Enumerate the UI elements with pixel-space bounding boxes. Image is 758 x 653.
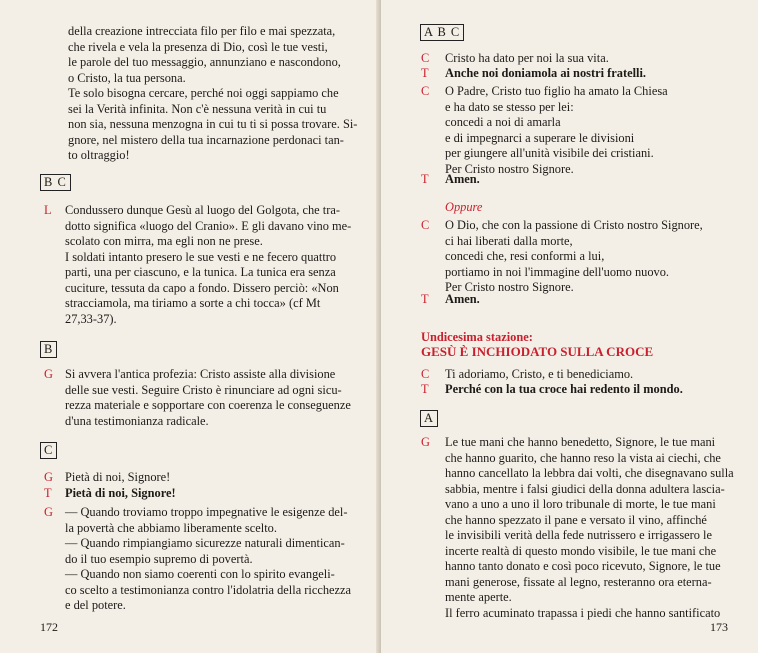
- text-line: mente aperte.: [445, 590, 512, 604]
- role-marker-c: C: [421, 84, 430, 98]
- text-line: le parole del tuo messaggio, annunziano e nascondono,: [68, 55, 341, 69]
- text-line: scolato con mirra, ma egli non ne prese.: [65, 234, 263, 248]
- text-line: 27,33-37).: [65, 311, 117, 326]
- section-box-a: A: [420, 410, 438, 427]
- station-subtitle: GESÙ È INCHIODATO SULLA CROCE: [421, 344, 654, 359]
- role-marker-c: C: [421, 218, 430, 232]
- role-marker-t: T: [44, 486, 52, 500]
- litany-text: [65, 505, 365, 614]
- text-line: che hanno guarito, che hanno reso la vista ai ciechi, che: [445, 450, 721, 465]
- acclamation-text: Ti adoriamo, Cristo, e ti benediciamo.: [445, 367, 634, 381]
- commentary-text: [65, 367, 365, 429]
- text-line: parti, una per ciascuno, e la tunica. La tunica era senza: [65, 265, 336, 279]
- text-line: sabbia, mentre i falsi giudici della donna adultera lascia-: [445, 481, 725, 496]
- amen-text: Amen.: [445, 172, 480, 186]
- role-marker-g: G: [44, 470, 53, 484]
- role-marker-g: G: [421, 435, 430, 449]
- section-box-bc: B C: [40, 174, 71, 191]
- text-line: e ha dato se stesso per lei:: [445, 99, 574, 114]
- response-text: Anche noi doniamola ai nostri fratelli.: [445, 66, 647, 80]
- text-line: — Quando non siamo coerenti con lo spirito evangeli-: [65, 567, 335, 581]
- right-page: [381, 0, 758, 653]
- text-line: Te solo bisogna cercare, perché noi oggi sappiamo che: [68, 86, 339, 100]
- text-line: Condussero dunque Gesù al luogo del Golgota, che tra-: [65, 203, 340, 217]
- meditation-text: [445, 435, 750, 621]
- text-line: dotto significa «luogo del Cranio». E gli davano vino me-: [65, 218, 352, 233]
- gospel-reading: [65, 203, 365, 327]
- role-marker-t: T: [421, 382, 429, 396]
- text-line: hanno cancellato la lebbra dai volti, che disegnavano sulla: [445, 466, 734, 480]
- prayer-text: [445, 218, 750, 296]
- role-marker-t: T: [421, 66, 429, 80]
- oppure-label: Oppure: [445, 200, 483, 214]
- page-number: 173: [710, 620, 728, 634]
- text-line: d'una testimonianza radicale.: [65, 413, 209, 428]
- text-line: e di impegnarci a superare le divisioni: [445, 130, 635, 145]
- text-line: to oltraggio!: [68, 148, 130, 162]
- text-line: concedi che, resi conformi a lui,: [445, 249, 605, 263]
- text-line: e del potere.: [65, 598, 126, 612]
- text-line: portiamo in noi l'immagine dell'uomo nuovo.: [445, 264, 670, 279]
- text-line: della creazione intrecciata filo per filo e mai spezzata,: [68, 24, 336, 38]
- text-line: che hanno spezzato il pane e versato il vino, affinché: [445, 512, 707, 527]
- text-line: mani generose, fissate al legno, resteranno ora eterna-: [445, 574, 712, 589]
- invocation-text: Pietà di noi, Signore!: [65, 470, 171, 484]
- prayer-text: [445, 84, 745, 177]
- text-line: hanno tanto donato e così poco ricevuto, Signore, le tue: [445, 559, 721, 573]
- text-line: ci hai liberati dalla morte,: [445, 233, 573, 248]
- text-line: Le tue mani che hanno benedetto, Signore, le tue mani: [445, 435, 716, 449]
- text-line: O Padre, Cristo tuo figlio ha amato la Chiesa: [445, 84, 668, 98]
- text-line: do il tuo esempio supremo di povertà.: [65, 551, 253, 566]
- role-marker-t: T: [421, 292, 429, 306]
- text-line: la povertà che abbiamo liberamente scelto.: [65, 520, 277, 535]
- role-marker-l: L: [44, 203, 52, 217]
- section-box-c: C: [40, 442, 57, 459]
- response-text: Perché con la tua croce hai redento il mondo.: [445, 382, 683, 396]
- celebrant-text: Cristo ha dato per noi la sua vita.: [445, 51, 609, 65]
- text-line: per giungere all'unità visibile dei cristiani.: [445, 146, 654, 160]
- text-line: — Quando troviamo troppo impegnative le esigenze del-: [65, 505, 348, 519]
- text-line: — Quando rimpiangiamo sicurezze naturali dimentican-: [65, 536, 345, 550]
- text-line: I soldati intanto presero le sue vesti e ne fecero quattro: [65, 249, 337, 264]
- role-marker-t: T: [421, 172, 429, 186]
- text-line: O Dio, che con la passione di Cristo nostro Signore,: [445, 218, 703, 232]
- text-line: rezza materiale e sopportare con coerenza le conseguenze: [65, 398, 351, 412]
- text-line: gnore, nel mistero della tua incarnazione perdonaci tan-: [68, 132, 344, 147]
- role-marker-g: G: [44, 367, 53, 381]
- response-text: Pietà di noi, Signore!: [65, 486, 176, 500]
- section-box-abc: A B C: [420, 24, 464, 41]
- text-line: o Cristo, la tua persona.: [68, 70, 186, 85]
- role-marker-c: C: [421, 51, 430, 65]
- text-line: vano a uno a uno il loro tribunale di morte, le tue mani: [445, 497, 716, 511]
- station-title: Undicesima stazione:: [421, 330, 533, 344]
- text-line: Il ferro acuminato trapassa i piedi che hanno santificato: [445, 605, 721, 620]
- text-line: cuciture, tessuta da capo a fondo. Dissero perciò: «Non: [65, 280, 339, 295]
- text-line: Si avvera l'antica profezia: Cristo assiste alla divisione: [65, 367, 336, 381]
- role-marker-c: C: [421, 367, 430, 381]
- text-line: le invisibili verità della fede nutrissero e irrigassero le: [445, 528, 712, 542]
- page-number: 172: [40, 620, 58, 634]
- text-line: Per Cristo nostro Signore.: [445, 161, 574, 176]
- intro-text: [68, 24, 368, 164]
- text-line: non sia, nessuna menzogna in cui tu ti si possa trovare. Si-: [68, 117, 358, 131]
- text-line: sei la Verità infinita. Non c'è nessuna verità in cui tu: [68, 101, 327, 116]
- text-line: concedi a noi di amarla: [445, 115, 561, 129]
- role-marker-g: G: [44, 505, 53, 519]
- text-line: delle sue vesti. Seguire Cristo è rinunciare ad ogni sicu-: [65, 382, 342, 397]
- amen-text: Amen.: [445, 292, 480, 306]
- text-line: stracciamola, ma tiriamo a sorte a chi tocca» (cf Mt: [65, 296, 321, 310]
- text-line: incerte realtà di questo mondo visibile, le tue mani che: [445, 543, 717, 558]
- text-line: co scelto a testimonianza contro l'idolatria della ricchezza: [65, 582, 352, 597]
- text-line: che rivela e vela la presenza di Dio, così le tue vesti,: [68, 39, 328, 54]
- text-line: Per Cristo nostro Signore.: [445, 280, 574, 294]
- section-box-b: B: [40, 341, 57, 358]
